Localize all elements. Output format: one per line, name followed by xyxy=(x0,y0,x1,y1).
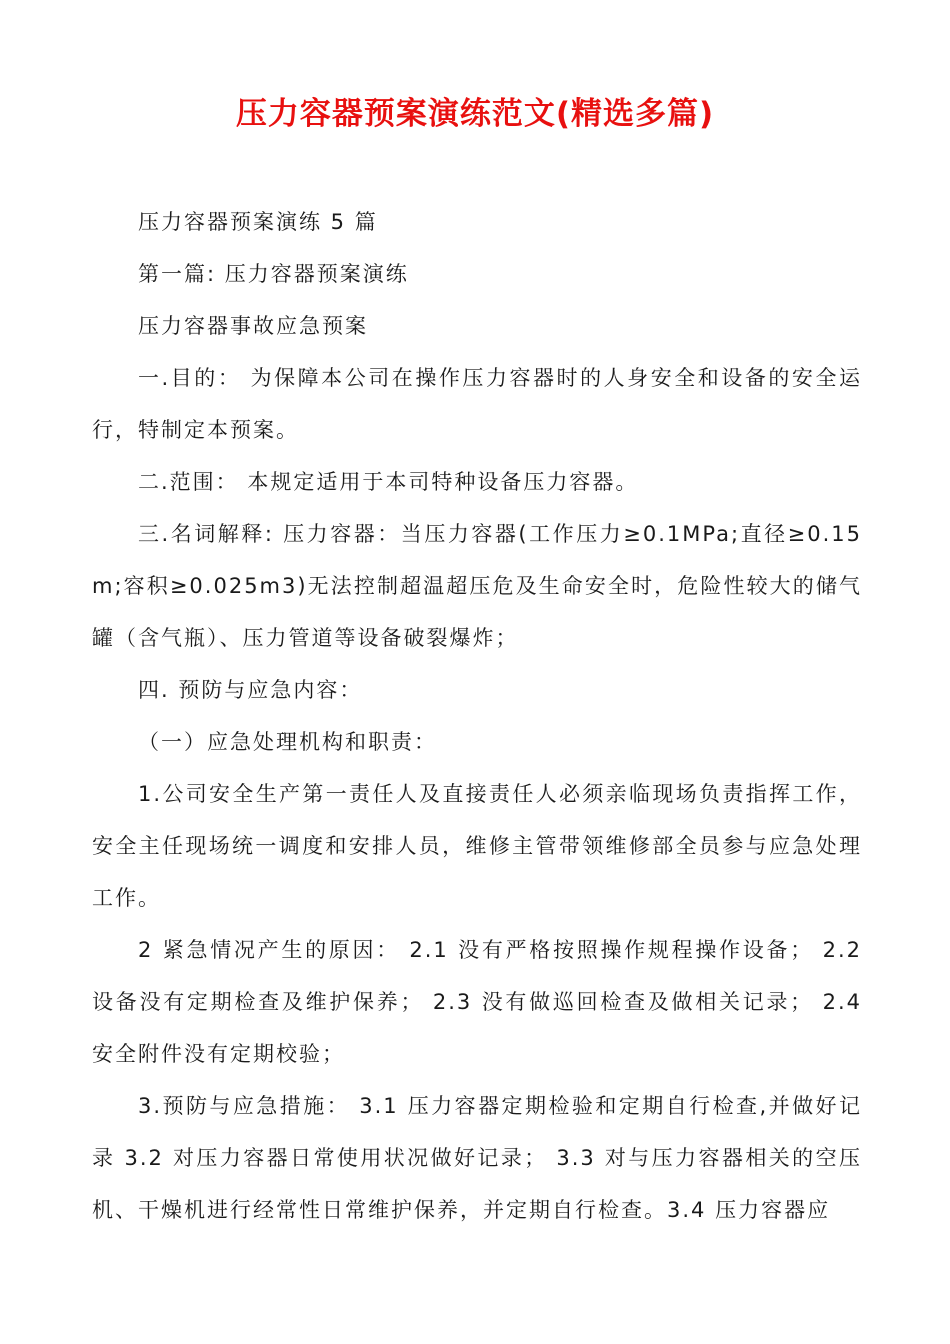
paragraph-causes: 2 紧急情况产生的原因： 2.1 没有严格按照操作规程操作设备； 2.2 设备没有定期检查及维护保养； 2.3 没有做巡回检查及做相关记录； 2.4 安全附件没有定期校验； xyxy=(92,938,862,1066)
paragraph-intro: 压力容器预案演练 5 篇 xyxy=(138,210,378,234)
paragraph-purpose: 一.目的： 为保障本公司在操作压力容器时的人身安全和设备的安全运行，特制定本预案。 xyxy=(92,366,862,442)
document-title: 压力容器预案演练范文(精选多篇) xyxy=(235,96,715,132)
paragraph-part-one-heading: 第一篇: 压力容器预案演练 xyxy=(138,262,409,286)
paragraph-measures: 3.预防与应急措施： 3.1 压力容器定期检验和定期自行检查,并做好记录 3.2 对压力容器日常使用状况做好记录； 3.3 对与压力容器相关的空压机、干燥机进行经常性日常维护保养，并定期自行检查。3.4 压力容器应 xyxy=(92,1094,862,1222)
paragraph-prevention-heading: 四. 预防与应急内容： xyxy=(138,678,363,702)
paragraph-plan-heading: 压力容器事故应急预案 xyxy=(138,314,368,338)
paragraph-scope: 二.范围： 本规定适用于本司特种设备压力容器。 xyxy=(138,470,639,494)
paragraph-organization-heading: （一）应急处理机构和职责： xyxy=(138,730,437,754)
paragraph-definitions: 三.名词解释: 压力容器：当压力容器(工作压力≥0.1MPa;直径≥0.15m;容积≥0.025m3)无法控制超温超压危及生命安全时，危险性较大的储气罐（含气瓶）、压力管道等设备破裂爆炸； xyxy=(92,522,862,650)
paragraph-responsibilities: 1.公司安全生产第一责任人及直接责任人必须亲临现场负责指挥工作，安全主任现场统一调度和安排人员，维修主管带领维修部全员参与应急处理工作。 xyxy=(92,782,862,910)
